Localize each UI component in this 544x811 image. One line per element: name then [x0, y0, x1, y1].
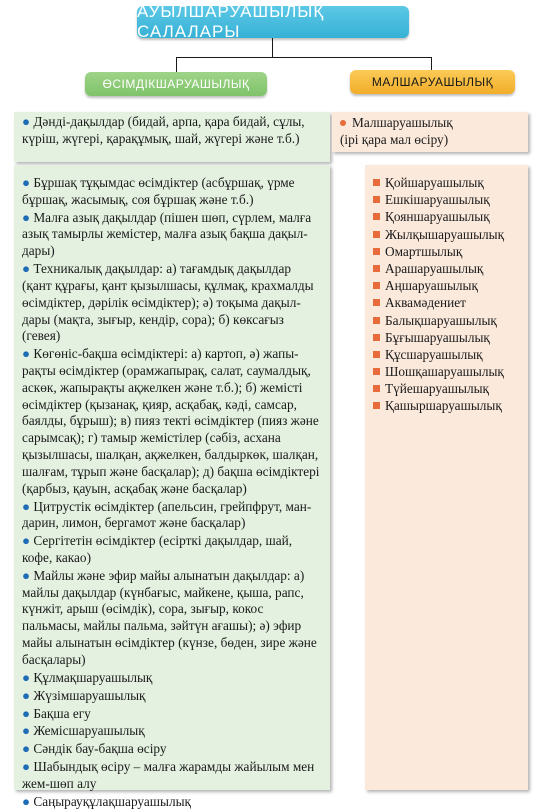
livestock-branch-text: Қашыршаруашылық	[385, 398, 502, 414]
crop-branch-item	[22, 175, 324, 209]
bullet-icon	[373, 196, 380, 203]
bullet-icon	[373, 179, 380, 186]
livestock-branch-item	[373, 227, 524, 244]
livestock-summary-box	[332, 112, 528, 152]
crop-branch-text: Құлмақшаруашылық	[33, 669, 153, 685]
livestock-summary-subtitle: (ірі қара мал өсіру)	[340, 131, 449, 147]
bullet-icon	[373, 334, 380, 341]
livestock-branch-item	[373, 244, 524, 261]
livestock-branch-text: Қойшаруашылық	[385, 175, 484, 190]
livestock-branch-list	[373, 175, 524, 415]
crop-branch-text: Малға азық дақылдар (пішен шөп, сүрлем, малға азық тамырлы жемістер, малға азық бақша дақылдары)	[22, 209, 312, 259]
crop-branches-box	[14, 165, 330, 809]
crop-branch-text: Көгөніс-бақша өсімдіктері: а) картоп, ә) жапырақты өсімдіктер (орамжапырақ, салат, саумалдық, аскөк, жапырақты ақжелкен және т.б.); б) жемісті өсімдіктер (қызанақ, қияр, асқабақ, кәді, самсар, баялды, бұрыш); в) пияз текті өсімдіктер (пияз және сарымсақ); г) тамыр жемістілер (сәбіз, асхана қызылшасы, шалқан, ақжелкен, балдыркөк, шалқан, шалғам, тұрып және басқалар); д) бақша өсімдіктері (қарбыз, қауын, асқабақ және басқалар)	[22, 346, 320, 496]
bullet-icon	[373, 282, 380, 289]
connector-left-drop	[176, 57, 177, 73]
livestock-branch-item	[373, 313, 524, 330]
bullet-icon	[373, 231, 380, 238]
livestock-branch-text: Балықшаруашылық	[385, 312, 497, 328]
crop-branch-text: Майлы және эфир майы алынатын дақылдар: а) майлы дақылдар (күнбағыс, майкене, қыша, рапс, күнжіт, арыш (өсімдік), сора, зығыр, кокос пальмасы, майлы пальма, зәйтүн ағашы); ә) эфир майы алынатын өсімдіктер (күнзе, бөден, зире және басқалары)	[22, 567, 317, 667]
crop-branch-text: Жүзімшаруашылық	[33, 687, 146, 703]
livestock-branch-text: Бұғышаруашылық	[385, 329, 490, 345]
crop-branch-item	[22, 568, 324, 669]
livestock-branch-text: Жылқышаруашылық	[385, 226, 505, 242]
crop-branch-item	[22, 210, 324, 260]
bullet-icon: ●	[22, 261, 34, 277]
crop-category-box: ӨСІМДІКШАРУАШЫЛЫҚ	[85, 72, 267, 96]
diagram-title: АУЫЛШАРУАШЫЛЫҚ САЛАЛАРЫ	[137, 6, 409, 38]
bullet-icon: ●	[22, 669, 34, 685]
bullet-icon	[340, 120, 346, 126]
bullet-icon: ●	[22, 741, 34, 757]
connector-horizontal	[176, 57, 432, 58]
livestock-branch-item	[373, 192, 524, 209]
connector-right-drop	[431, 57, 432, 71]
livestock-branch-item	[373, 364, 524, 381]
bullet-icon: ●	[22, 793, 34, 809]
bullet-icon	[373, 213, 380, 220]
crop-branch-text: Жемісшаруашылық	[33, 723, 145, 739]
crop-branch-item	[22, 499, 324, 533]
crop-branch-text: Саңырауқұлақшаруашылық	[33, 793, 191, 809]
crop-branch-item	[22, 261, 324, 345]
bullet-icon	[373, 299, 380, 306]
livestock-branch-text: Ешкішаруашылық	[385, 192, 490, 208]
bullet-icon: ●	[22, 723, 34, 739]
bullet-icon	[373, 385, 380, 392]
livestock-branch-item	[373, 330, 524, 347]
livestock-branch-text: Шошқашаруашылық	[385, 364, 504, 380]
crop-branch-item	[22, 346, 324, 497]
bullet-icon: ●	[22, 346, 34, 362]
bullet-icon	[373, 368, 380, 375]
crop-branch-text: Сергітетін өсімдіктер (есірткі дақылдар, шай, кофе, какао)	[22, 533, 293, 565]
livestock-summary-title: Малшаруашылық	[352, 115, 453, 130]
bullet-icon: ●	[22, 114, 34, 129]
crop-branch-item	[22, 688, 324, 705]
bullet-icon: ●	[22, 567, 34, 583]
crop-branch-text: Техникалық дақылдар: а) тағамдық дақылдар (қант құрағы, қант қызылшасы, құлмақ, крахмалды өсімдіктер, дәрілік өсімдіктер); ә) тоқыма дақылдары (мақта, зығыр, кендір, сора); б) көксағыз (гевея)	[22, 261, 314, 344]
crop-branch-text: Шабындық өсіру – малға жарамды жайылым мен жем-шөп алу	[22, 759, 315, 792]
livestock-branch-text: Аквамәдениет	[385, 295, 466, 311]
crop-branch-list	[22, 175, 324, 811]
livestock-branch-item	[373, 175, 524, 192]
livestock-branch-text: Қояншаруашылық	[385, 209, 490, 225]
livestock-branch-item	[373, 261, 524, 278]
crop-branch-item	[22, 723, 324, 740]
livestock-branch-item	[373, 295, 524, 312]
livestock-branch-text: Құсшаруашылық	[385, 346, 483, 362]
bullet-icon	[373, 265, 380, 272]
bullet-icon: ●	[22, 705, 34, 721]
bullet-icon: ●	[22, 687, 34, 703]
bullet-icon	[373, 351, 380, 358]
crop-branch-text: Цитрустік өсімдіктер (апельсин, грейпфрут, мандарин, лимон, бергамот және басқалар)	[22, 498, 312, 531]
crop-branch-text: Бұршақ тұқымдас өсімдіктер (асбұршақ, үрме бұршақ, жасымық, соя бұршақ және т.б.)	[22, 175, 295, 207]
livestock-branch-item	[373, 381, 524, 398]
crop-summary-text: Дәнді-дақылдар (бидай, арпа, қара бидай, сұлы, күріш, жүгері, қарақұмық, шай, жүгері және т.б.)	[22, 114, 305, 146]
crop-branch-item	[22, 794, 324, 811]
livestock-summary-line	[340, 115, 522, 132]
bullet-icon	[373, 248, 380, 255]
crop-branch-item	[22, 670, 324, 687]
crop-branch-item	[22, 706, 324, 723]
crop-branch-item	[22, 533, 324, 567]
livestock-branch-item	[373, 347, 524, 364]
bullet-icon	[373, 402, 380, 409]
crop-summary-box	[14, 112, 330, 162]
livestock-branch-text: Аңшаруашылық	[385, 278, 478, 294]
crop-branch-item	[22, 759, 324, 793]
livestock-branch-text: Арашаруашылық	[385, 260, 484, 276]
bullet-icon: ●	[22, 533, 34, 549]
bullet-icon: ●	[22, 209, 34, 225]
bullet-icon: ●	[22, 498, 34, 514]
livestock-branch-item	[373, 278, 524, 295]
bullet-icon: ●	[22, 759, 34, 775]
livestock-branch-item	[373, 398, 524, 415]
crop-branch-text: Сәндік бау-бақша өсіру	[33, 741, 167, 757]
crop-branch-item	[22, 741, 324, 758]
bullet-icon	[373, 317, 380, 324]
connector-vertical	[272, 38, 273, 58]
crop-branch-text: Бақша егу	[33, 705, 91, 721]
livestock-branches-box	[365, 165, 528, 790]
livestock-branch-text: Түйешаруашылық	[385, 381, 489, 397]
bullet-icon: ●	[22, 175, 34, 190]
livestock-category-box: МАЛШАРУАШЫЛЫҚ	[350, 70, 515, 94]
livestock-branch-text: Омартшылық	[385, 243, 463, 259]
livestock-branch-item	[373, 209, 524, 226]
